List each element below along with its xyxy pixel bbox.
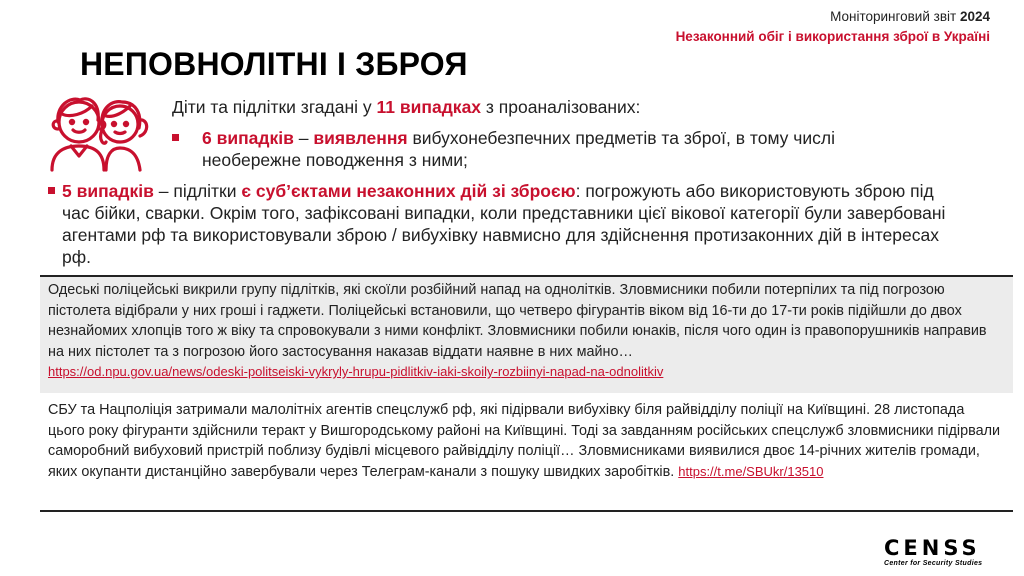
report-year: 2024 [959, 9, 990, 24]
case-odesa: Одеські поліцейські викрили групу підлітків, які скоїли розбійний напад на однолітків. Зловмисники побили потерпілих та під погрозою пістолета відібрали у них гроші і гаджети. Поліцейські встановили, що четверо фігурантів віком від 16-ти до 17-ти років підійшли до двох незнайомих хлопців того ж віку та спровокували з ними конфлікт. Зловмисники побили юнаків, після чого один із правопорушників направив на них пістолет та з погрозою його застосування наказав віддати наявне в них майно… https://od.npu.gov.ua/news/odeski-politseiski-vykryly-hrupu-pidlitkiv-iaki-skoily-rozbiinyi-napad-na-odnolitkiv [40, 277, 1013, 393]
bullet2-highlight: є суб’єктами незаконних дій зі зброєю [241, 181, 576, 201]
report-subtitle: Незаконний обіг і використання зброї в Україні [675, 29, 990, 44]
bullet-detection: 6 випадків – виявлення вибухонебезпечних предметів та зброї, в тому числі необережне поводження з ними; [172, 127, 932, 171]
bullet-subjects: 5 випадків – підлітки є суб’єктами незаконних дій зі зброєю: погрожують або використовують зброю під час бійки, сварки. Окрім того, зафіксовані випадки, коли представники цієї вікової категорії були завербовані агентами рф та використовували зброю / вибухівку навмисно для здійснення протизаконних дій в інтересах рф. [48, 180, 958, 268]
intro-highlight: 11 випадках [376, 97, 482, 117]
logo-tagline: Center for Security Studies [884, 560, 983, 567]
page-title: НЕПОВНОЛІТНІ І ЗБРОЯ [80, 46, 468, 82]
case-odesa-link[interactable]: https://od.npu.gov.ua/news/odeski-politseiski-vykryly-hrupu-pidlitkiv-iaki-skoily-rozbiinyi-napad-na-odnolitkiv [48, 364, 664, 379]
report-label: Моніторинговий звіт 2024 [830, 9, 990, 24]
children-icon [44, 92, 154, 172]
case-kyiv-link[interactable]: https://t.me/SBUkr/13510 [678, 463, 824, 479]
censs-logo [884, 537, 1008, 571]
intro-text: Діти та підлітки згадані у 11 випадках з проаналізованих: [172, 97, 641, 117]
case-kyiv: СБУ та Нацполіція затримали малолітніх агентів спецслужб рф, які підірвали вибухівку біля райвідділу поліції на Київщині. 28 листопада цього року фігуранти здійснили теракт у Вишгородському районі на Київщині. Тоді за завданням російських спецслужб зловмисники підірвали саморобний вибуховий пристрій поблизу будівлі місцевого райвідділу поліції… Зловмисниками виявилися двоє 14-річних жителів громади, яких окупанти дистанційно завербували через Телеграм-канали з пошуку швидких заробітків. https://t.me/SBUkr/13510 [48, 402, 1001, 480]
bullet2-count: 5 випадків [62, 181, 154, 201]
divider-bottom [40, 510, 1013, 512]
bullet1-count: 6 випадків [202, 128, 294, 148]
bullet-square-icon [48, 187, 55, 194]
logo-name: CENSS [884, 536, 981, 560]
bullet1-highlight: виявлення [313, 128, 408, 148]
bullet-square-icon [172, 134, 179, 141]
